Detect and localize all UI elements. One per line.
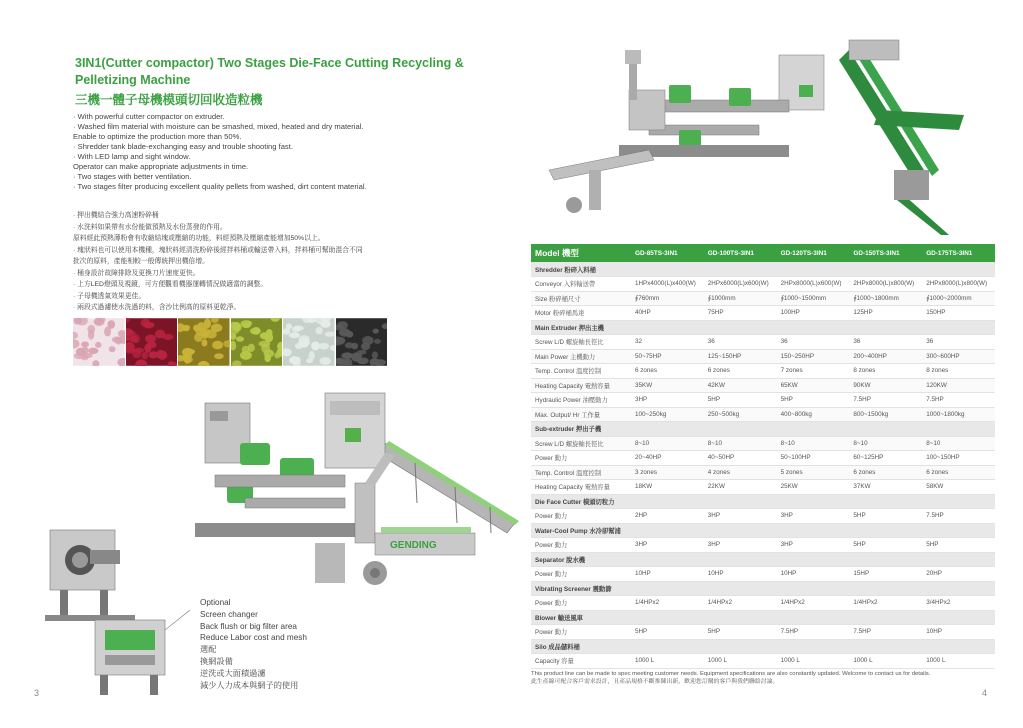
- row-label: Screw L/D 螺旋軸長徑比: [531, 436, 631, 451]
- caption-line: Optional: [200, 598, 231, 607]
- table-cell: 1000 L: [631, 654, 704, 669]
- footnote-english: This product line can be made to spec meeting customer needs. Equipment specifications are also constantly updated. Welcome to contact us for details.: [531, 671, 931, 677]
- row-label: Size 粉碎桶尺寸: [531, 291, 631, 306]
- page-title-chinese: 三機一體子母機模頭切回收造粒機: [75, 93, 263, 107]
- caption-line: 減少人力成本與網子的使用: [200, 680, 299, 690]
- row-label: Heating Capacity 電熱容量: [531, 480, 631, 495]
- table-cell: 7.5HP: [922, 509, 995, 524]
- table-cell: 150~250HP: [777, 349, 850, 364]
- table-cell: 100~250kg: [631, 407, 704, 422]
- pellet-sample-red: [126, 318, 178, 366]
- feature-item: · 塊狀料也可以使用本機種，塊狀料經清洗粉碎後經拌料桶或輸送帶入料，拌料桶可幫助混合不同 批次的原料，產能相較一般傳統押出機倍增。: [73, 246, 363, 265]
- table-cell: 6 zones: [922, 465, 995, 480]
- table-cell: ∮760mm: [631, 291, 704, 306]
- table-row: [531, 451, 995, 466]
- table-cell: 32: [631, 335, 704, 350]
- table-cell: 7.5HP: [777, 625, 850, 640]
- caption-line: 換網設備: [200, 656, 233, 666]
- table-section-row: [531, 639, 995, 654]
- table-cell: 3HP: [777, 538, 850, 553]
- table-cell: 20~40HP: [631, 451, 704, 466]
- table-cell: 8 zones: [849, 364, 922, 379]
- feature-list-english: [73, 112, 413, 192]
- table-cell: 18KW: [631, 480, 704, 495]
- table-row: [531, 596, 995, 611]
- table-cell: 5HP: [704, 393, 777, 408]
- table-header-row: [531, 244, 995, 262]
- table-cell: 15HP: [849, 567, 922, 582]
- table-row: [531, 291, 995, 306]
- table-section-row: [531, 552, 995, 567]
- table-cell: 2HPx8000(L)x600(W): [777, 277, 850, 292]
- pellet-sample-pink: [73, 318, 125, 366]
- feature-item: · 子母機透氣效果更佳。: [73, 292, 146, 300]
- table-row: [531, 654, 995, 669]
- table-cell: 10HP: [704, 567, 777, 582]
- table-cell: 10HP: [777, 567, 850, 582]
- table-cell: 2HP: [631, 509, 704, 524]
- table-section-row: [531, 320, 995, 335]
- section-label: Separator 脫水機: [531, 552, 995, 567]
- table-cell: 36: [922, 335, 995, 350]
- table-cell: 3HP: [704, 509, 777, 524]
- table-row: [531, 567, 995, 582]
- feature-item: · With LED lamp and sight window. Operator can make appropriate adjustments in time.: [73, 152, 249, 171]
- table-cell: ∮1000~1500mm: [777, 291, 850, 306]
- caption-line: Reduce Labor cost and mesh: [200, 633, 307, 643]
- footnote-chinese: 此生產線可配合客戶需求設計，且產品規格不斷推陳出新，歡迎您訂購的客戶與我們聯絡討論。: [531, 679, 779, 686]
- full-production-line-illustration: [529, 30, 1009, 235]
- table-cell: 125HP: [849, 306, 922, 321]
- table-cell: 7.5HP: [922, 393, 995, 408]
- table-cell: 6 zones: [704, 364, 777, 379]
- table-cell: 42KW: [704, 378, 777, 393]
- footnote: [531, 670, 1001, 686]
- feature-item: · With powerful cutter compactor on extruder.: [73, 112, 225, 121]
- right-page: [511, 0, 1023, 728]
- table-row: [531, 393, 995, 408]
- table-cell: 40HP: [631, 306, 704, 321]
- table-cell: 100~150HP: [922, 451, 995, 466]
- row-label: Main Power 主機動力: [531, 349, 631, 364]
- table-row: [531, 625, 995, 640]
- table-cell: 75HP: [704, 306, 777, 321]
- table-row: [531, 378, 995, 393]
- table-cell: 8~10: [704, 436, 777, 451]
- table-cell: 1/4HPx2: [849, 596, 922, 611]
- feature-list-chinese: [73, 210, 413, 314]
- table-cell: 5HP: [631, 625, 704, 640]
- table-cell: 37KW: [849, 480, 922, 495]
- table-cell: 8~10: [849, 436, 922, 451]
- table-cell: 22KW: [704, 480, 777, 495]
- table-cell: 1000 L: [777, 654, 850, 669]
- table-row: [531, 349, 995, 364]
- table-cell: 60~125HP: [849, 451, 922, 466]
- section-label: Blower 輸送風車: [531, 610, 995, 625]
- table-cell: 40~50HP: [704, 451, 777, 466]
- row-label: Power 動力: [531, 567, 631, 582]
- table-cell: 3HP: [777, 509, 850, 524]
- row-label: Power 動力: [531, 596, 631, 611]
- page-number-left: 3: [34, 688, 40, 698]
- table-cell: 10HP: [631, 567, 704, 582]
- table-cell: 65KW: [777, 378, 850, 393]
- table-cell: 25KW: [777, 480, 850, 495]
- table-cell: 5HP: [704, 625, 777, 640]
- table-cell: 100HP: [777, 306, 850, 321]
- table-cell: 6 zones: [631, 364, 704, 379]
- recycling-machine-illustration: [185, 383, 520, 608]
- row-label: Power 動力: [531, 509, 631, 524]
- row-label: Conveyor 入料輸送帶: [531, 277, 631, 292]
- feature-item: · Shredder tank blade-exchanging easy and trouble shooting fast.: [73, 142, 293, 151]
- table-cell: ∮1000~1800mm: [849, 291, 922, 306]
- table-cell: 1/4HPx2: [631, 596, 704, 611]
- table-cell: 90KW: [849, 378, 922, 393]
- table-row: [531, 436, 995, 451]
- table-cell: 7.5HP: [849, 393, 922, 408]
- table-cell: ∮1000~2000mm: [922, 291, 995, 306]
- table-row: [531, 306, 995, 321]
- pellet-sample-photos: [73, 318, 387, 366]
- table-cell: 58KW: [922, 480, 995, 495]
- table-cell: 1000 L: [922, 654, 995, 669]
- caption-line: 逆洗或大面積過濾: [200, 668, 266, 678]
- row-label: Temp. Control 溫度控制: [531, 465, 631, 480]
- feature-item: · Two stages with better ventilation.: [73, 172, 192, 181]
- row-label: Max. Output/ Hr 工作量: [531, 407, 631, 422]
- table-section-row: [531, 494, 995, 509]
- caption-line: Back flush or big filter area: [200, 621, 297, 631]
- table-cell: 6 zones: [849, 465, 922, 480]
- table-cell: 8 zones: [922, 364, 995, 379]
- row-label: Capacity 容量: [531, 654, 631, 669]
- row-label: Motor 粉碎桶馬達: [531, 306, 631, 321]
- section-label: Vibrating Screener 震動篩: [531, 581, 995, 596]
- specification-table: [531, 244, 995, 669]
- brand-logo-text: GENDING: [390, 540, 437, 551]
- table-cell: ∮1000mm: [704, 291, 777, 306]
- section-label: Sub-extruder 押出子機: [531, 422, 995, 437]
- table-body: [531, 262, 995, 668]
- table-cell: 1/4HPx2: [777, 596, 850, 611]
- table-cell: 400~800kg: [777, 407, 850, 422]
- table-cell: 250~500kg: [704, 407, 777, 422]
- table-cell: 3HP: [631, 393, 704, 408]
- column-header: GD-100TS-3IN1: [704, 244, 777, 262]
- table-row: [531, 407, 995, 422]
- table-cell: 5HP: [922, 538, 995, 553]
- optional-screen-changer-caption: [200, 597, 307, 691]
- row-label: Power 動力: [531, 451, 631, 466]
- table-row: [531, 465, 995, 480]
- table-cell: 2HPx8000(L)x800(W): [849, 277, 922, 292]
- column-header: Model 機型: [531, 244, 631, 262]
- table-cell: 800~1500kg: [849, 407, 922, 422]
- table-row: [531, 480, 995, 495]
- row-label: Hydraulic Power 油壓動力: [531, 393, 631, 408]
- table-cell: 35KW: [631, 378, 704, 393]
- feature-item: · Washed film material with moisture can be smashed, mixed, heated and dry material. Enable to optimize the production more than 50%.: [73, 122, 364, 141]
- feature-item: · 兩段式過濾使水洗過的料，含沙比例高的原料更乾淨。: [73, 304, 241, 311]
- table-cell: 300~600HP: [922, 349, 995, 364]
- table-section-row: [531, 581, 995, 596]
- table-section-row: [531, 610, 995, 625]
- table-section-row: [531, 262, 995, 277]
- table-cell: 120KW: [922, 378, 995, 393]
- section-label: Water-Cool Pump 水冷卻幫浦: [531, 523, 995, 538]
- left-page: [0, 0, 511, 728]
- table-cell: 1000 L: [849, 654, 922, 669]
- table-cell: 8~10: [922, 436, 995, 451]
- table-cell: 7.5HP: [849, 625, 922, 640]
- pellet-sample-black: [336, 318, 388, 366]
- table-cell: 3HP: [631, 538, 704, 553]
- table-cell: 2HPx6000(L)x600(W): [704, 277, 777, 292]
- table-row: [531, 509, 995, 524]
- table-cell: 2HPx8000(L)x800(W): [922, 277, 995, 292]
- table-cell: 8~10: [631, 436, 704, 451]
- row-label: Temp. Control 溫度控制: [531, 364, 631, 379]
- table-cell: 1HPx4000(L)x400(W): [631, 277, 704, 292]
- feature-item: · Two stages filter producing excellent quality pellets from washed, dirt content material.: [73, 182, 367, 191]
- section-label: Die Face Cutter 模頭切粒力: [531, 494, 995, 509]
- table-cell: 5HP: [777, 393, 850, 408]
- table-cell: 1000 L: [704, 654, 777, 669]
- section-label: Main Extruder 押出主機: [531, 320, 995, 335]
- table-cell: 5 zones: [777, 465, 850, 480]
- table-cell: 50~100HP: [777, 451, 850, 466]
- pellet-sample-white: [283, 318, 335, 366]
- table-cell: 4 zones: [704, 465, 777, 480]
- column-header: GD-175TS-3IN1: [922, 244, 995, 262]
- row-label: Screw L/D 螺旋軸長徑比: [531, 335, 631, 350]
- table-cell: 1000~1800kg: [922, 407, 995, 422]
- feature-item: · 上方LED燈頭及視鏡，可方便觀看機器運轉情況做適當的調整。: [73, 281, 268, 288]
- table-cell: 8~10: [777, 436, 850, 451]
- pellet-sample-yellow: [178, 318, 230, 366]
- row-label: Power 動力: [531, 538, 631, 553]
- caption-line: 選配: [200, 645, 217, 655]
- column-header: GD-120TS-3IN1: [777, 244, 850, 262]
- table-cell: 150HP: [922, 306, 995, 321]
- column-header: GD-85TS-3IN1: [631, 244, 704, 262]
- table-cell: 10HP: [922, 625, 995, 640]
- table-cell: 5HP: [849, 538, 922, 553]
- feature-item: · 桶身設計故障排除及更換刀片速度更快。: [73, 269, 200, 277]
- column-header: GD-150TS-3IN1: [849, 244, 922, 262]
- table-cell: 36: [704, 335, 777, 350]
- table-cell: 125~150HP: [704, 349, 777, 364]
- caption-line: Screen changer: [200, 609, 258, 619]
- table-section-row: [531, 422, 995, 437]
- table-cell: 3/4HPx2: [922, 596, 995, 611]
- pellet-sample-lime: [231, 318, 283, 366]
- section-label: Silo 成品儲料桶: [531, 639, 995, 654]
- table-cell: 200~400HP: [849, 349, 922, 364]
- table-cell: 20HP: [922, 567, 995, 582]
- table-cell: 3 zones: [631, 465, 704, 480]
- table-cell: 36: [777, 335, 850, 350]
- table-cell: 7 zones: [777, 364, 850, 379]
- section-label: Shredder 粉碎入料桶: [531, 262, 995, 277]
- table-cell: 50~75HP: [631, 349, 704, 364]
- screen-changer-illustration: [40, 520, 190, 700]
- table-row: [531, 277, 995, 292]
- table-section-row: [531, 523, 995, 538]
- table-cell: 1/4HPx2: [704, 596, 777, 611]
- table-cell: 3HP: [704, 538, 777, 553]
- page-title: 3IN1(Cutter compactor) Two Stages Die-Face Cutting Recycling & Pelletizing Machine: [75, 56, 464, 87]
- table-cell: 36: [849, 335, 922, 350]
- feature-item: · 押出機結合強力高速粉碎桶: [73, 212, 159, 219]
- page-number-right: 4: [982, 688, 988, 698]
- table-row: [531, 538, 995, 553]
- table-cell: 5HP: [849, 509, 922, 524]
- row-label: Heating Capacity 電熱容量: [531, 378, 631, 393]
- feature-item: · 水洗料如果帶有水份能做預熱及水份蒸發的作用。 原料經此預熱薄粉會有收縮結塊或壓縮的功能，料經預熱及壓縮產能增加50%以上。: [73, 223, 325, 242]
- table-row: [531, 335, 995, 350]
- table-row: [531, 364, 995, 379]
- row-label: Power 動力: [531, 625, 631, 640]
